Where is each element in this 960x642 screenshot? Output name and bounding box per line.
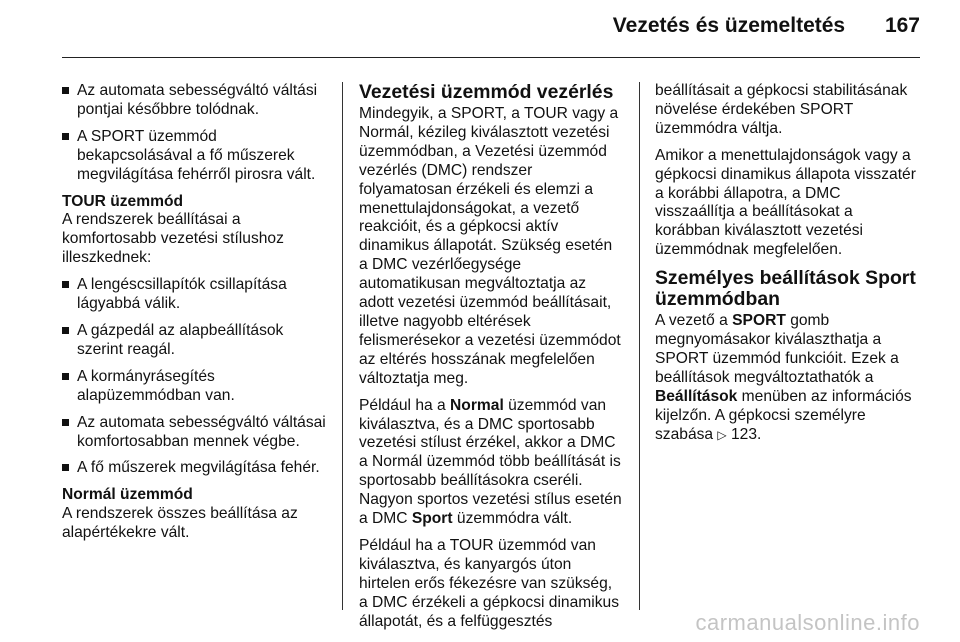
list-item: A gázpedál az alapbeállítások szerint reagál. [62,322,327,360]
page-number: 167 [884,14,920,37]
tour-mode-text: A rendszerek beállításai a komfortosabb vezetési stílushoz illeszkednek: [62,211,284,267]
section-title: Vezetés és üzemeltetés [612,14,846,37]
bullet-list-sport [62,82,327,185]
watermark: carmanualsonline.info [695,610,920,635]
dmc-paragraph-1: Mindegyik, a SPORT, a TOUR vagy a Normál, kézileg kiválasztott vezetési üzemmódban, a Vezetési üzemmód vezérlés (DMC) rendszer folyamatosan érzékeli és elemzi a menettulajdonságokat, a vezető reakcióit, és a gépkocsi aktív dinamikus állapotát. Szükség esetén a DMC vezérlőegysége automatikusan megváltoztatja az adott vezetési üzemmód beállításait, illetve nagyobb eltérések felismerésekor a vezetési üzemmódot az eltérés hosszának megfelelően változtatja meg. [359,105,621,387]
normal-mode-label: Normal [450,396,504,414]
list-item: A kormányrásegítés alapüzemmódban van. [62,368,327,406]
list-item: A fő műszerek megvilágítása fehér. [62,459,327,478]
bullet-list-tour [62,276,327,478]
page-reference[interactable]: 123. [726,425,762,443]
list-item: Az automata sebességváltó váltási pontjai későbbre tolódnak. [62,82,327,120]
personal-settings-text: A vezető a SPORT gomb megnyomásakor kiválaszthatja a SPORT üzemmód funkcióit. Ezek a beállítások megváltoztathatók a Beállítások menüben az információs kijelzőn. A gépkocsi személyre szabása ▷ 123. [655,312,912,443]
column-2 [359,82,624,639]
column-3 [655,82,920,453]
normal-mode-heading: Normál üzemmód [62,486,193,504]
settings-menu-label: Beállítások [655,387,738,405]
dmc-paragraph-2: Például ha a Normal üzemmód van kiválasztva, és a DMC sportosabb vezetési stílust érzékel, akkor a DMC a Normál üzemmód több beállítását is sportosabb beállításokra cseréli. Nagyon sportos vezetési stílus esetén a DMC Sport üzemmódra vált. [359,396,622,528]
sport-button-label: SPORT [732,312,786,330]
header-rule [62,57,920,58]
sport-mode-label: Sport [411,510,453,528]
page-reference-icon: ▷ [717,427,727,442]
list-item: A lengéscsillapítók csillapítása lágyabbá válik. [62,276,327,314]
dmc-paragraph-4: beállításait a gépkocsi stabilitásának növelése érdekében SPORT üzemmódra váltja. [655,82,908,137]
tour-mode-heading: TOUR üzemmód [62,192,184,210]
list-item: Az automata sebességváltó váltásai komfortosabban mennek végbe. [62,414,327,452]
dmc-paragraph-5: Amikor a menettulajdonságok vagy a gépkocsi dinamikus állapota visszatér a korábbi állapotra, a DMC visszaállítja a beállításokat a korábban kiválasztott vezetési üzemmódnak megfelelően. [655,146,916,259]
page-header [613,14,920,38]
column-1 [62,82,327,551]
column-divider [342,82,343,610]
dmc-paragraph-3: Például ha a TOUR üzemmód van kiválasztva, és kanyargós úton hirtelen erős fékezésre van szükség, a DMC érzékeli a gépkocsi dinamikus állapotát, és a felfüggesztés [359,536,619,630]
column-divider [639,82,640,610]
dmc-heading: Vezetési üzemmód vezérlés [359,81,614,103]
normal-mode-text: A rendszerek összes beállítása az alapértékekre vált. [62,505,298,542]
personal-settings-heading: Személyes beállítások Sport üzemmódban [655,267,916,311]
list-item: A SPORT üzemmód bekapcsolásával a fő műszerek megvilágítása fehérről pirosra vált. [62,128,327,185]
